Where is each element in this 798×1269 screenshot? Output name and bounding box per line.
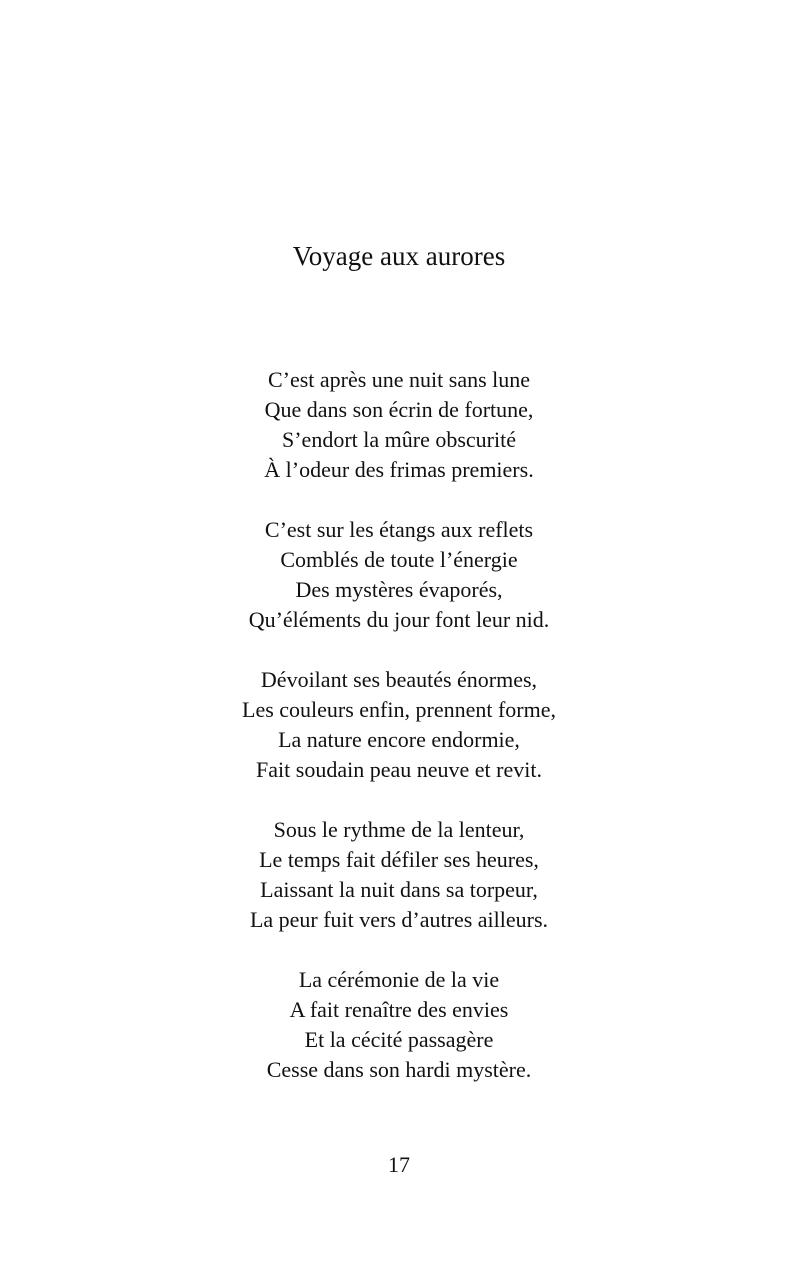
verse-line: S’endort la mûre obscurité: [282, 427, 516, 452]
verse-line: Le temps fait défiler ses heures,: [259, 847, 539, 872]
stanza: [0, 365, 798, 485]
stanza: [0, 665, 798, 785]
poem-body: [0, 365, 798, 1115]
stanza: [0, 515, 798, 635]
verse-line: Sous le rythme de la lenteur,: [273, 817, 525, 842]
verse-line: La cérémonie de la vie: [298, 967, 500, 992]
verse-line: La nature encore endormie,: [278, 727, 520, 752]
verse-line: Des mystères évaporés,: [295, 577, 503, 602]
verse-line: Les couleurs enfin, prennent forme,: [242, 697, 556, 722]
verse-line: À l’odeur des frimas premiers.: [264, 457, 534, 482]
poem-title: Voyage aux aurores: [292, 241, 506, 271]
verse-line: Dévoilant ses beautés énormes,: [260, 667, 538, 692]
page-number: 17: [388, 1152, 410, 1177]
verse-line: Qu’éléments du jour font leur nid.: [248, 607, 550, 632]
verse-line: Fait soudain peau neuve et revit.: [256, 757, 542, 782]
verse-line: Laissant la nuit dans sa torpeur,: [260, 877, 538, 902]
verse-line: Cesse dans son hardi mystère.: [266, 1057, 532, 1082]
verse-line: Que dans son écrin de fortune,: [264, 397, 534, 422]
stanza: [0, 815, 798, 935]
stanza: [0, 965, 798, 1085]
verse-line: C’est après une nuit sans lune: [267, 367, 531, 392]
verse-line: Et la cécité passagère: [304, 1027, 494, 1052]
verse-line: La peur fuit vers d’autres ailleurs.: [249, 907, 549, 932]
verse-line: C’est sur les étangs aux reflets: [264, 517, 534, 542]
verse-line: Comblés de toute l’énergie: [280, 547, 518, 572]
verse-line: A fait renaître des envies: [289, 997, 509, 1022]
